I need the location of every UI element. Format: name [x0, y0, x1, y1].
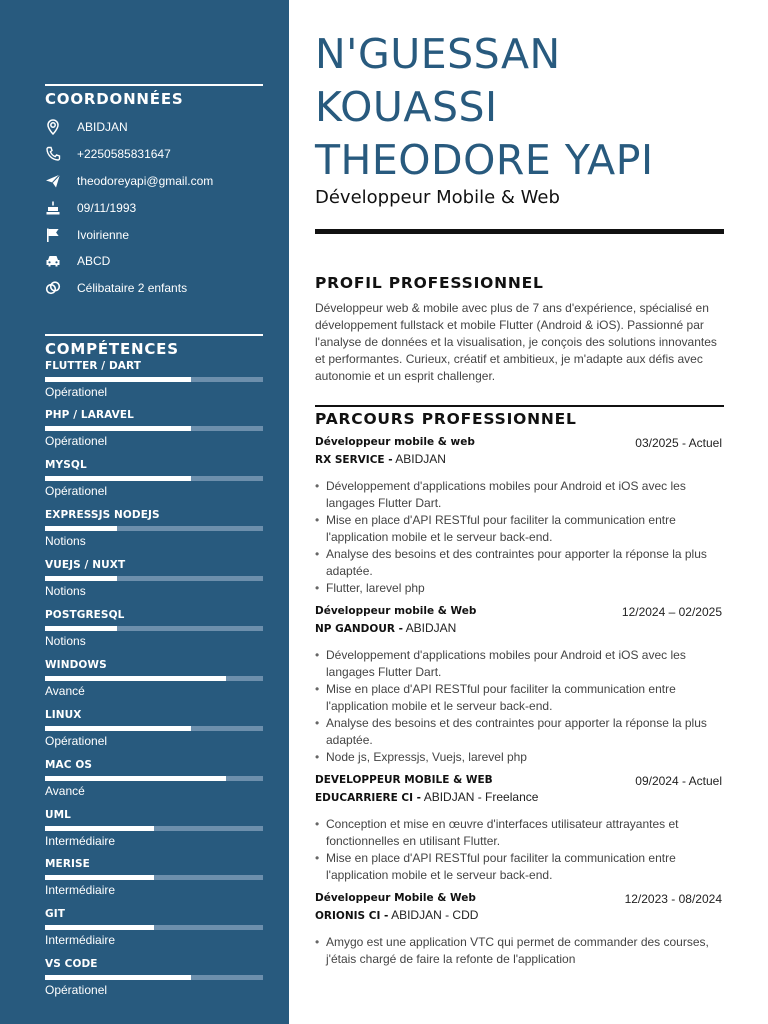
send-icon	[45, 173, 77, 189]
skill-level-fill	[45, 676, 226, 681]
skill-level: Opérationel	[45, 384, 108, 399]
job-bullet: • Développement d'applications mobiles pour Android et iOS avec les langages Flutter Dart.	[315, 478, 724, 512]
job-dates: 12/2024 – 02/2025	[621, 605, 722, 619]
skill-item	[45, 508, 263, 558]
job-bullets	[315, 647, 724, 766]
job-dates: 09/2024 - Actuel	[635, 774, 722, 788]
skill-level-fill	[45, 925, 154, 930]
contact-item-license	[45, 248, 263, 275]
profile-heading: PROFIL PROFESSIONNEL	[315, 274, 544, 292]
skill-name: MERISE	[45, 858, 90, 871]
skill-level-bar	[45, 476, 263, 481]
sidebar-divider	[45, 334, 263, 336]
skill-level: Opérationel	[45, 434, 108, 449]
job-role: Développeur mobile & Web	[315, 605, 477, 617]
skill-level-fill	[45, 776, 226, 781]
profile-text: Développeur web & mobile avec plus de 7 ans d'expérience, spécialisé en développement fullstack et mobile Flutter (Android & iOS). Passionné par l'analyse de données et la visualisation, je conçois des solutions innovantes et performantes. Curieux, créatif et ambitieux, je m'adapte aux défis avec autonomie et un esprit challenger.	[315, 301, 717, 383]
skill-level: Opérationel	[45, 983, 108, 998]
skill-level: Avancé	[45, 783, 85, 798]
job-header	[315, 774, 724, 788]
contact-city: ABIDJAN	[77, 120, 128, 135]
skill-level: Opérationel	[45, 733, 108, 748]
job-role: DEVELOPPEUR MOBILE & WEB	[315, 774, 493, 786]
contact-email: theodoreyapi@gmail.com	[77, 173, 214, 188]
job-entry	[315, 605, 724, 766]
skill-level-bar	[45, 676, 263, 681]
location-pin-icon	[45, 119, 77, 135]
job-location: ABIDJAN	[402, 621, 457, 635]
skill-item	[45, 558, 263, 608]
skill-level: Intermédiaire	[45, 833, 116, 848]
skill-level-fill	[45, 526, 117, 531]
job-company: ORIONIS CI -	[315, 910, 389, 922]
contact-item-email	[45, 168, 263, 195]
contact-phone: +2250585831647	[77, 147, 171, 162]
skill-name: GIT	[45, 908, 65, 921]
phone-icon	[45, 146, 77, 162]
main-content	[315, 0, 724, 968]
skill-level-fill	[45, 726, 191, 731]
job-entry	[315, 774, 724, 884]
skill-level: Intermédiaire	[45, 883, 116, 898]
skill-level-fill	[45, 975, 191, 980]
skill-item	[45, 458, 263, 508]
skill-item	[45, 408, 263, 458]
job-bullets	[315, 816, 724, 884]
skill-name: LINUX	[45, 708, 82, 721]
skill-name: UML	[45, 808, 71, 821]
skill-name: MAC OS	[45, 758, 93, 771]
job-company: RX SERVICE -	[315, 454, 393, 466]
job-bullets	[315, 478, 724, 597]
skill-level: Notions	[45, 534, 86, 549]
jobs-list	[315, 436, 724, 968]
sidebar	[0, 0, 289, 1024]
skill-level-bar	[45, 426, 263, 431]
career-heading: PARCOURS PROFESSIONNEL	[315, 410, 577, 428]
skill-item	[45, 708, 263, 758]
skill-item	[45, 808, 263, 858]
job-location: ABIDJAN - Freelance	[421, 790, 539, 804]
skill-level-bar	[45, 975, 263, 980]
job-bullet: • Flutter, larevel php	[315, 580, 724, 597]
skills-list	[45, 359, 263, 1008]
skill-name: WINDOWS	[45, 658, 107, 671]
job-role: Développeur Mobile & Web	[315, 892, 476, 904]
skill-level-fill	[45, 875, 154, 880]
skill-name: VS CODE	[45, 958, 98, 971]
skill-name: FLUTTER / DART	[45, 359, 142, 372]
contact-list	[45, 114, 263, 302]
name-line: KOUASSI	[315, 83, 498, 131]
contact-family: Célibataire 2 enfants	[77, 281, 188, 296]
skill-level-bar	[45, 377, 263, 382]
job-header	[315, 436, 724, 450]
job-company: NP GANDOUR -	[315, 623, 403, 635]
rings-icon	[45, 280, 77, 296]
job-company-line	[315, 621, 724, 635]
job-bullet: • Mise en place d'API RESTful pour faciliter la communication entre l'application mobile et le serveur back-end.	[315, 512, 724, 546]
skill-item	[45, 857, 263, 907]
contact-heading: COORDONNÉES	[45, 90, 184, 108]
skill-level-bar	[45, 526, 263, 531]
contact-item-phone	[45, 141, 263, 168]
skill-level-fill	[45, 626, 117, 631]
job-bullet: • Analyse des besoins et des contraintes pour apporter la réponse la plus adaptée.	[315, 715, 724, 749]
contact-license: ABCD	[77, 254, 111, 269]
job-entry	[315, 436, 724, 597]
skill-level: Notions	[45, 634, 86, 649]
job-title: Développeur Mobile & Web	[315, 187, 560, 208]
job-entry	[315, 892, 724, 968]
job-bullet: • Node js, Expressjs, Vuejs, larevel php	[315, 749, 724, 766]
skill-level-bar	[45, 925, 263, 930]
job-location: ABIDJAN	[392, 452, 446, 466]
job-company-line	[315, 790, 724, 804]
skills-section	[45, 334, 263, 1008]
job-dates: 12/2023 - 08/2024	[624, 892, 722, 906]
skill-name: VUEJS / NUXT	[45, 559, 126, 572]
job-company-line	[315, 452, 724, 466]
skill-level-fill	[45, 476, 191, 481]
skill-item	[45, 608, 263, 658]
job-company: EDUCARRIERE CI -	[315, 792, 422, 804]
skill-level-bar	[45, 875, 263, 880]
skill-level-bar	[45, 776, 263, 781]
job-company-line	[315, 908, 724, 922]
skill-item	[45, 957, 263, 1007]
section-divider	[315, 405, 724, 407]
flag-icon	[45, 227, 77, 243]
job-dates: 03/2025 - Actuel	[635, 436, 722, 450]
skill-level: Opérationel	[45, 484, 108, 499]
skill-level-bar	[45, 826, 263, 831]
contact-birthdate: 09/11/1993	[77, 200, 137, 215]
job-bullet: • Conception et mise en œuvre d'interfaces utilisateur attrayantes et fonctionnelles en utilisant Flutter.	[315, 816, 724, 850]
job-bullet: • Amygo est une application VTC qui permet de commander des courses, j'étais chargé de faire la refonte de l'application	[315, 934, 724, 968]
title-divider	[315, 229, 724, 234]
skill-item	[45, 758, 263, 808]
skills-heading: COMPÉTENCES	[45, 339, 179, 358]
skill-level-fill	[45, 426, 191, 431]
candidate-name	[315, 28, 724, 187]
contact-item-city	[45, 114, 263, 141]
job-bullet: • Analyse des besoins et des contraintes pour apporter la réponse la plus adaptée.	[315, 546, 724, 580]
skill-level-fill	[45, 576, 117, 581]
skill-item	[45, 907, 263, 957]
skill-item	[45, 658, 263, 708]
skill-name: POSTGRESQL	[45, 609, 125, 622]
sidebar-divider	[45, 84, 263, 86]
skill-level-bar	[45, 576, 263, 581]
contact-item-family	[45, 275, 263, 302]
contact-nationality: Ivoirienne	[77, 227, 130, 242]
skill-level: Notions	[45, 584, 86, 599]
job-role: Développeur mobile & web	[315, 436, 475, 448]
name-line: THEODORE YAPI	[315, 136, 654, 184]
skill-level-bar	[45, 626, 263, 631]
contact-item-nationality	[45, 221, 263, 248]
name-line: N'GUESSAN	[315, 30, 561, 78]
skill-level: Avancé	[45, 683, 85, 698]
job-header	[315, 892, 724, 906]
skill-level: Intermédiaire	[45, 933, 116, 948]
skill-item	[45, 359, 263, 409]
car-icon	[45, 253, 77, 269]
skill-name: PHP / LARAVEL	[45, 409, 134, 422]
job-location: ABIDJAN - CDD	[388, 908, 479, 922]
skill-level-bar	[45, 726, 263, 731]
skill-name: EXPRESSJS NODEJS	[45, 509, 160, 522]
job-header	[315, 605, 724, 619]
job-bullet: • Mise en place d'API RESTful pour faciliter la communication entre l'application mobile et le serveur back-end.	[315, 681, 724, 715]
birthday-cake-icon	[45, 200, 77, 216]
job-bullet: • Développement d'applications mobiles pour Android et iOS avec les langages Flutter Dart.	[315, 647, 724, 681]
skill-level-fill	[45, 377, 191, 382]
skill-level-fill	[45, 826, 154, 831]
job-bullet: • Mise en place d'API RESTful pour faciliter la communication entre l'application mobile et le serveur back-end.	[315, 850, 724, 884]
skill-name: MYSQL	[45, 459, 87, 472]
contact-item-birthdate	[45, 194, 263, 221]
job-bullets	[315, 934, 724, 968]
